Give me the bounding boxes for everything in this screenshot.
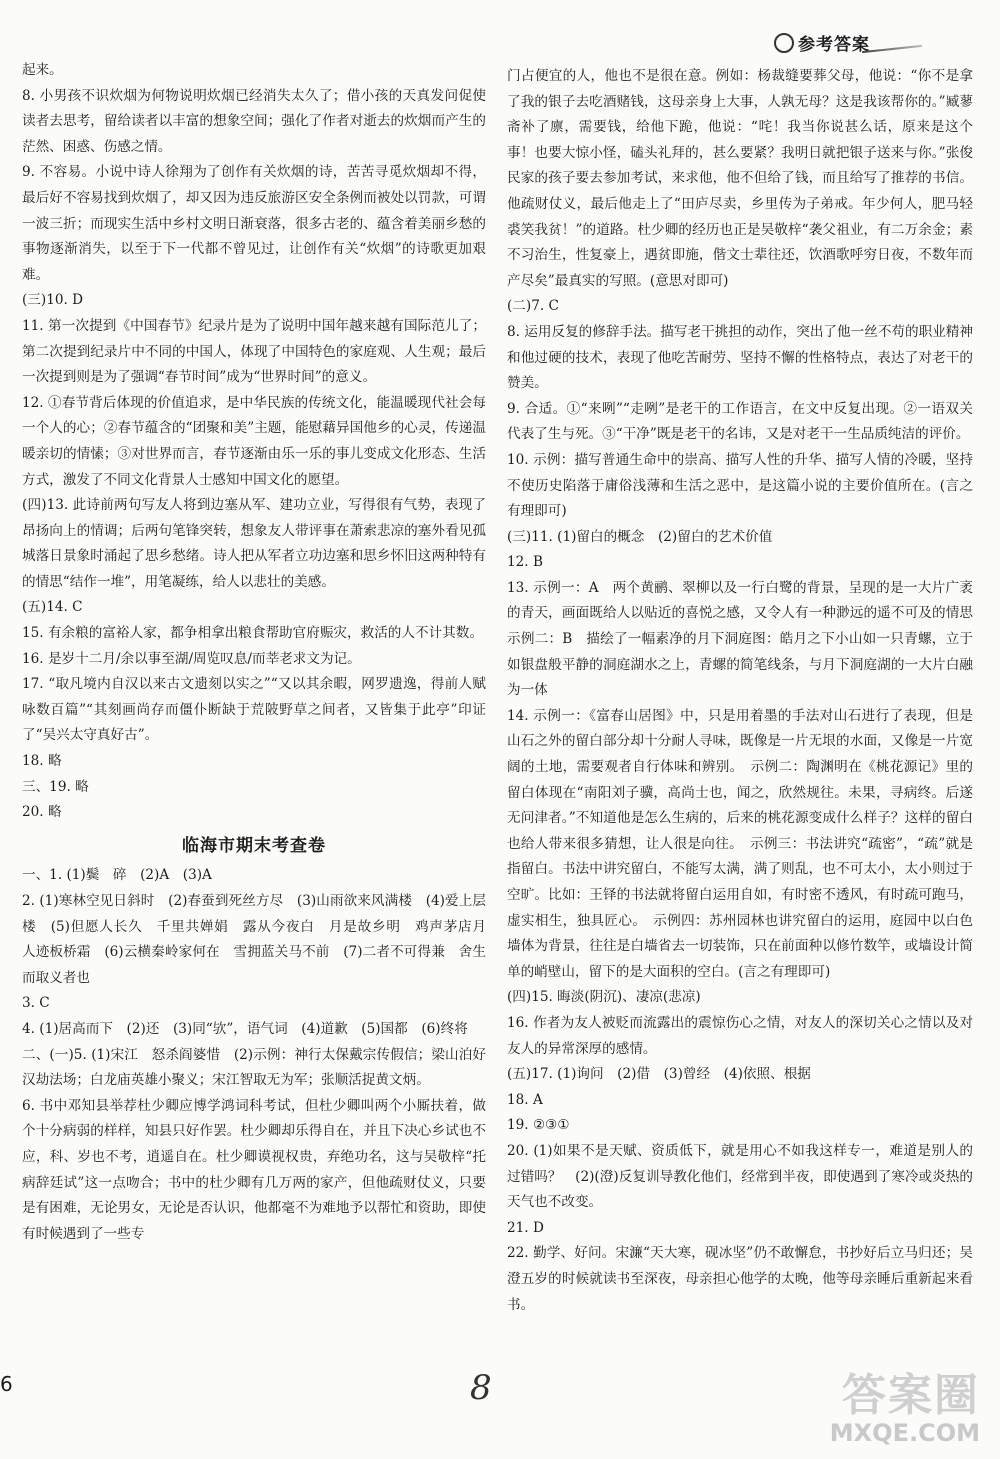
answer-paragraph: 10. 示例：描写普通生命中的崇高、描写人性的升华、描写人情的冷暖，坚持不使历史陷落于庸俗浅薄和生活之恶中，是这篇小说的主要价值所在。(言之有理即可) (507, 451, 973, 520)
watermark-logo (796, 1359, 986, 1449)
answer-paragraph: 三、19. 略 (22, 778, 89, 795)
answer-paragraph: 20. 略 (22, 804, 62, 821)
answer-paragraph: 16. 是岁十二月/余以事至湖/周览叹息/而莘老求文为记。 (22, 650, 361, 667)
answer-paragraph: 8. 小男孩不识炊烟为何物说明炊烟已经消失太久了；借小孩的天真发问促使读者去思考，留给读者以丰富的想象空间；强化了作者对逝去的炊烟而产生的茫然、困惑、伤感之情。 (22, 87, 486, 155)
header-decoration (862, 45, 922, 53)
answer-paragraph: 二、(一)5. (1)宋江 怒杀阎婆惜 (2)示例：神行太保戴宗传假信；梁山泊好汉劫法场；白龙庙英雄小聚义；宋江智取无为军；张顺活捉黄文炳。 (22, 1046, 486, 1089)
answer-paragraph: 3. C (22, 995, 50, 1012)
section-heading: 临海市期末考查卷 (182, 835, 326, 856)
answer-paragraph: (三)11. (1)留白的概念 (2)留白的艺术价值 (507, 528, 773, 545)
answer-paragraph: 一、1. (1)鬓 碎 (2)A (3)A (22, 867, 212, 884)
answer-paragraph: 2. (1)寒林空见日斜时 (2)春蚕到死丝方尽 (3)山雨欲来风满楼 (4)爱上层楼 (5)但愿人长久 千里共婵娟 露从今夜白 月是故乡明 鸡声茅店月 人迹板桥霜 (6)云横秦岭家何在 雪拥蓝关马不前 (7)二者不可得兼 舍生而取义者也 (22, 893, 500, 986)
answer-paragraph: 19. ②③① (507, 1117, 570, 1134)
answer-paragraph: 6. 书中邓知县举荐杜少卿应博学鸿词科考试，但杜少卿叫两个小厮扶着，做个十分病弱的样样，知县只好作罢。杜少卿却乐得自在，并且下决心乡试也不应，科、岁也不考，逍遥自在。杜少卿谟视权贵，弃绝功名，这与吴敬梓“托病辞廷试”这一点吻合；书中的杜少卿有几万两的家产，但他疏财仗义，只要是有困难，无论男女，无论是否认识，他都毫不为难地予以帮忙和资助，即使有时候遇到了一些专 (22, 1097, 486, 1242)
answer-paragraph: 起来。 (22, 62, 63, 78)
answer-paragraph: 21. D (507, 1219, 544, 1236)
answer-paragraph: (四)15. 晦淡(阴沉)、凄凉(悲凉) (507, 989, 701, 1006)
answer-paragraph: 20. (1)如果不是天赋、资质低下，就是用心不如我这样专一，难道是别人的过错吗？ (2)(澄)反复训导教化他们，经常到半夜，即使遇到了寒冷或炎热的天气也不改变。 (507, 1142, 973, 1211)
watermark-logo-text: 答案圈 (842, 1370, 980, 1421)
answer-paragraph: 13. 示例一：A 两个黄鹂、翠柳以及一行白鹭的背景，呈现的是一大片广袤的青天，画面既给人以贴近的喜悦之感，又令人有一种渺远的遥不可及的情思 示例二：B 描绘了一幅素净的月下洞庭图：皓月之下小山如一只青螺，立于如银盘般平静的洞庭湖水之上，青螺的简笔线条，与月下洞庭湖的一大片白融为一体 (507, 579, 987, 699)
page-number: 6 (0, 1372, 13, 1396)
answer-paragraph: (五)14. C (22, 599, 83, 616)
answer-paragraph: 17. “取凡境内自汉以来古文遗刻以实之”“又以其余暇，网罗遗逸，得前人赋咏数百篇”“其刻画尚存而僵仆断缺于荒陂野草之间者，又皆集于此亭”印证了“吴兴太守真好古”。 (22, 676, 486, 744)
answer-paragraph: (三)10. D (22, 292, 84, 309)
answer-paragraph: (二)7. C (507, 298, 559, 315)
answer-paragraph: 4. (1)居高而下 (2)还 (3)同“欤”，语气词 (4)道歉 (5)国都 (6)终将 (22, 1020, 468, 1037)
left-column (22, 58, 500, 1247)
answer-paragraph: 15. 有余粮的富裕人家，都争相拿出粮食帮助官府赈灾，救活的人不计其数。 (22, 625, 483, 642)
answer-paragraph: 门占便宜的人，他也不是很在意。例如：杨裁缝要葬父母，他说：“你不是拿了我的银子去吃酒赌钱，这母亲身上大事，人孰无母？这是我该帮你的。”臧蓼斋补了廪，需要钱，给他下跪，他说：“咤！我当你说甚么话，原来是这个事！也要大惊小怪，磕头礼拜的，甚么要紧？我明日就把银子送来与你。”张俊民家的孩子要去参加考试，来求他，他不但给了钱，而且给写了推荐的书信。他疏财仗义，最后他走上了“田庐尽卖，乡里传为子弟戒。年少何人，肥马轻裘笑我贫！”的道路。杜少卿的经历也正是吴敬梓“袭父祖业，有二万余金；素不习治生，性复豪上，遇贫即施，偕文士辈往还，饮酒歌呼穷日夜，不数年而产尽矣”最真实的写照。(意思对即可) (507, 68, 973, 289)
answer-paragraph: 12. ①春节背后体现的价值追求，是中华民族的传统文化，能温暖现代社会每一个人的心；②春节蕴含的“团聚和美”主题，能慰藉异国他乡的心灵，传递温暖亲切的情愫；③对世界而言，春节逐渐由乐一乐的事儿变成文化形态、生活方式，激发了不同文化背景人士感知中国文化的愿望。 (22, 394, 486, 488)
answer-paragraph: 22. 勤学、好问。宋濂“天大寒，砚冰坚”仍不敢懈怠，书抄好后立马归还；吴澄五岁的时候就读书至深夜，母亲担心他学的太晚，他等母亲睡后重新起来看书。 (507, 1245, 973, 1313)
answer-paragraph: 14. 示例一：《富春山居图》中，只是用着墨的手法对山石进行了表现，但是山石之外的留白部分却十分耐人寻味，既像是一片无垠的水面，又像是一片宽阔的土地，需要观者自行体味和辨别。 示例二：陶渊明在《桃花源记》里的留白体现在“南阳刘子骥，高尚士也，闻之，欣然规往。未果，寻病终。后遂无问津者。”不知道他是怎么生病的，后来的桃花源变成什么样子？这样的留白也给人带来很多猜想，让人很是向往。 示例三：书法讲究“疏密”，“疏”就是指留白。书法中讲究留白，不能写太满，满了则乱，也不可太小，太小则过于空旷。比如：王铎的书法就将留白运用自如，有时密不透风，有时疏可跑马，虚实相生，独具匠心。 示例四：苏州园林也讲究留白的运用，庭园中以白色墙体为背景，往往是白墙省去一切装饰，只在前面种以修竹数竿，或墙设计简单的峭壁山，留下的是大面积的空白。(言之有理即可) (507, 707, 973, 980)
answer-paragraph: 18. A (507, 1091, 543, 1108)
answer-paragraph: 12. B (507, 554, 543, 571)
answer-paragraph: 16. 作者为友人被贬而流露出的震惊伤心之情，对友人的深切关心之情以及对友人的异常深厚的感情。 (507, 1014, 973, 1057)
answer-paragraph: 11. 第一次提到《中国春节》纪录片是为了说明中国年越来越有国际范儿了；第二次提到纪录片中不同的中国人，体现了中国特色的家庭观、人生观；最后一次提到则是为了强调“春节时间”成为“世界时间”的意义。 (22, 317, 486, 386)
answer-paragraph: (四)13. 此诗前两句写友人将到边塞从军、建功立业，写得很有气势，表现了昂扬向上的情调；后两句笔锋突转，想象友人带评事在萧索悲凉的塞外看见孤城落日景象时涌起了思乡愁绪。诗人把从军者立功边塞和思乡怀旧这两种特有的情思“结作一堆”，用笔凝练，给人以悲壮的美感。 (22, 497, 486, 590)
answer-paragraph: 18. 略 (22, 753, 62, 770)
answer-paragraph: 9. 合适。①“来咧”“走咧”是老干的工作语言，在文中反复出现。②一语双关代表了生与死。③“干净”既是老干的名讳，又是对老干一生品质纯洁的评价。 (507, 400, 973, 443)
right-column (507, 64, 987, 1318)
answer-paragraph: (五)17. (1)询问 (2)借 (3)曾经 (4)依照、根据 (507, 1066, 811, 1083)
watermark-url: MXQE.COM (829, 1419, 980, 1447)
answer-paragraph: 9. 不容易。小说中诗人徐翔为了创作有关炊烟的诗，苦苦寻觅炊烟却不得，最后好不容易找到炊烟了，却又因为违反旅游区安全条例而被处以罚款，可谓一波三折；而现实生活中乡村文明日渐衰落，很多古老的、蕴含着美丽乡愁的事物逐渐消失，以至于下一代都不曾见过，让创作有关“炊烟”的诗歌更加艰难。 (22, 164, 486, 283)
answer-paragraph: 8. 运用反复的修辞手法。描写老干挑担的动作，突出了他一丝不苟的职业精神和他过硬的技术，表现了他吃苦耐劳、坚持不懈的性格特点，表达了对老干的赞美。 (507, 323, 973, 392)
handwritten-mark: 8 (470, 1368, 492, 1408)
header-label: 参考答案 (774, 30, 870, 55)
